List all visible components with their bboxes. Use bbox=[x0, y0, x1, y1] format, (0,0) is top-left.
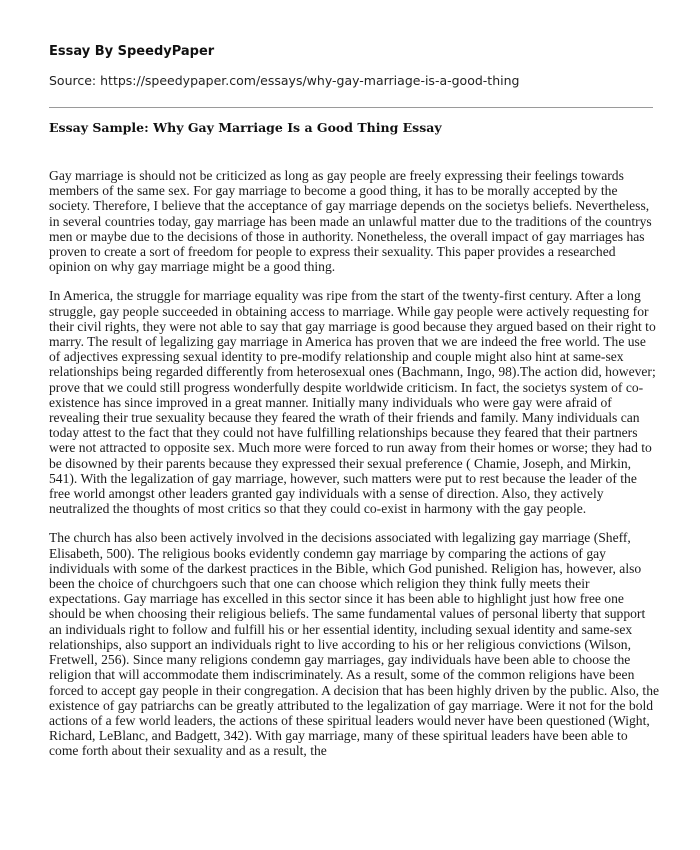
document-header-title: Essay By SpeedyPaper bbox=[49, 44, 215, 59]
header-divider bbox=[49, 107, 653, 108]
essay-body bbox=[49, 168, 660, 773]
essay-paragraph-2: In America, the struggle for marriage equality was ripe from the start of the twenty-first century. After a long struggle, gay people succeeded in obtaining access to marriage. While gay people were actively requesting for their civil rights, they were not able to say that gay marriage is good because they argued based on their right to marry. The result of legalizing gay marriage in America has proven that we are indeed the free world. The use of adjectives expressing sexual identity to pre-modify relationship and couple might also hint at same-sex relationships being regarded differently from heterosexual ones (Bachmann, Ingo, 98).The action did, however; prove that we could still progress wonderfully despite worldwide criticism. In fact, the societys system of co-existence has since improved in a great manner. Initially many individuals who were gay were afraid of revealing their true sexuality because they feared the wrath of their friends and family. Many individuals can today attest to the fact that they could not have fulfilling relationships because they feared that their partners were not attracted to opposite sex. Much more were forced to run away from their homes or worse; they had to be disowned by their parents because they expressed their sexual preference ( Chamie, Joseph, and Mirkin, 541). With the legalization of gay marriage, however, such matters were put to rest because the leader of the free world amongst other leaders granted gay individuals with a sense of direction. Also, they actively neutralized the thoughts of most critics so that they could co-exist in harmony with the gay people. bbox=[49, 288, 656, 517]
essay-paragraph-3: The church has also been actively involved in the decisions associated with legalizing gay marriage (Sheff, Elisabeth, 500). The religious books evidently condemn gay marriage by comparing the actions of gay individuals with some of the darkest practices in the Bible, which God punished. Religion has, however, also been the choice of churchgoers such that one can choose which religion they think fully meets their expectations. Gay marriage has excelled in this sector since it has been able to highlight just how free one should be when choosing their religious beliefs. The same fundamental values of personal liberty that support an individuals right to follow and fulfill his or her essential identity, including sexual identity and same-sex relationships, also support an individuals right to live according to his or her religious convictions (Wilson, Fretwell, 256). Since many religions condemn gay marriages, gay individuals have been able to choose the religion that will accommodate them indiscriminately. As a result, some of the common religions have been forced to accept gay people in their congregation. A decision that has been highly driven by the public. Also, the existence of gay patriarchs can be greatly attributed to the legalization of gay marriage. Were it not for the bold actions of a few world leaders, the actions of these spiritual leaders would never have been questioned (Wight, Richard, LeBlanc, and Badgett, 342). With gay marriage, many of these spiritual leaders have been able to come forth about their sexuality and as a result, the bbox=[49, 530, 660, 759]
essay-paragraph-1: Gay marriage is should not be criticized as long as gay people are freely expressing their feelings towards members of the same sex. For gay marriage to become a good thing, it has to be morally accepted by the society. Therefore, I believe that the acceptance of gay marriage depends on the societys beliefs. Nevertheless, in several countries today, gay marriage has been made an unlawful matter due to the traditions of the countrys men or maybe due to the decisions of those in authority. Nonetheless, the overall impact of gay marriages has proven to create a sort of freedom for people to express their sexuality. This paper provides a researched opinion on why gay marriage might be a good thing. bbox=[49, 168, 652, 275]
essay-title: Essay Sample: Why Gay Marriage Is a Good Thing Essay bbox=[49, 120, 442, 135]
source-url: Source: https://speedypaper.com/essays/why-gay-marriage-is-a-good-thing bbox=[49, 73, 520, 88]
